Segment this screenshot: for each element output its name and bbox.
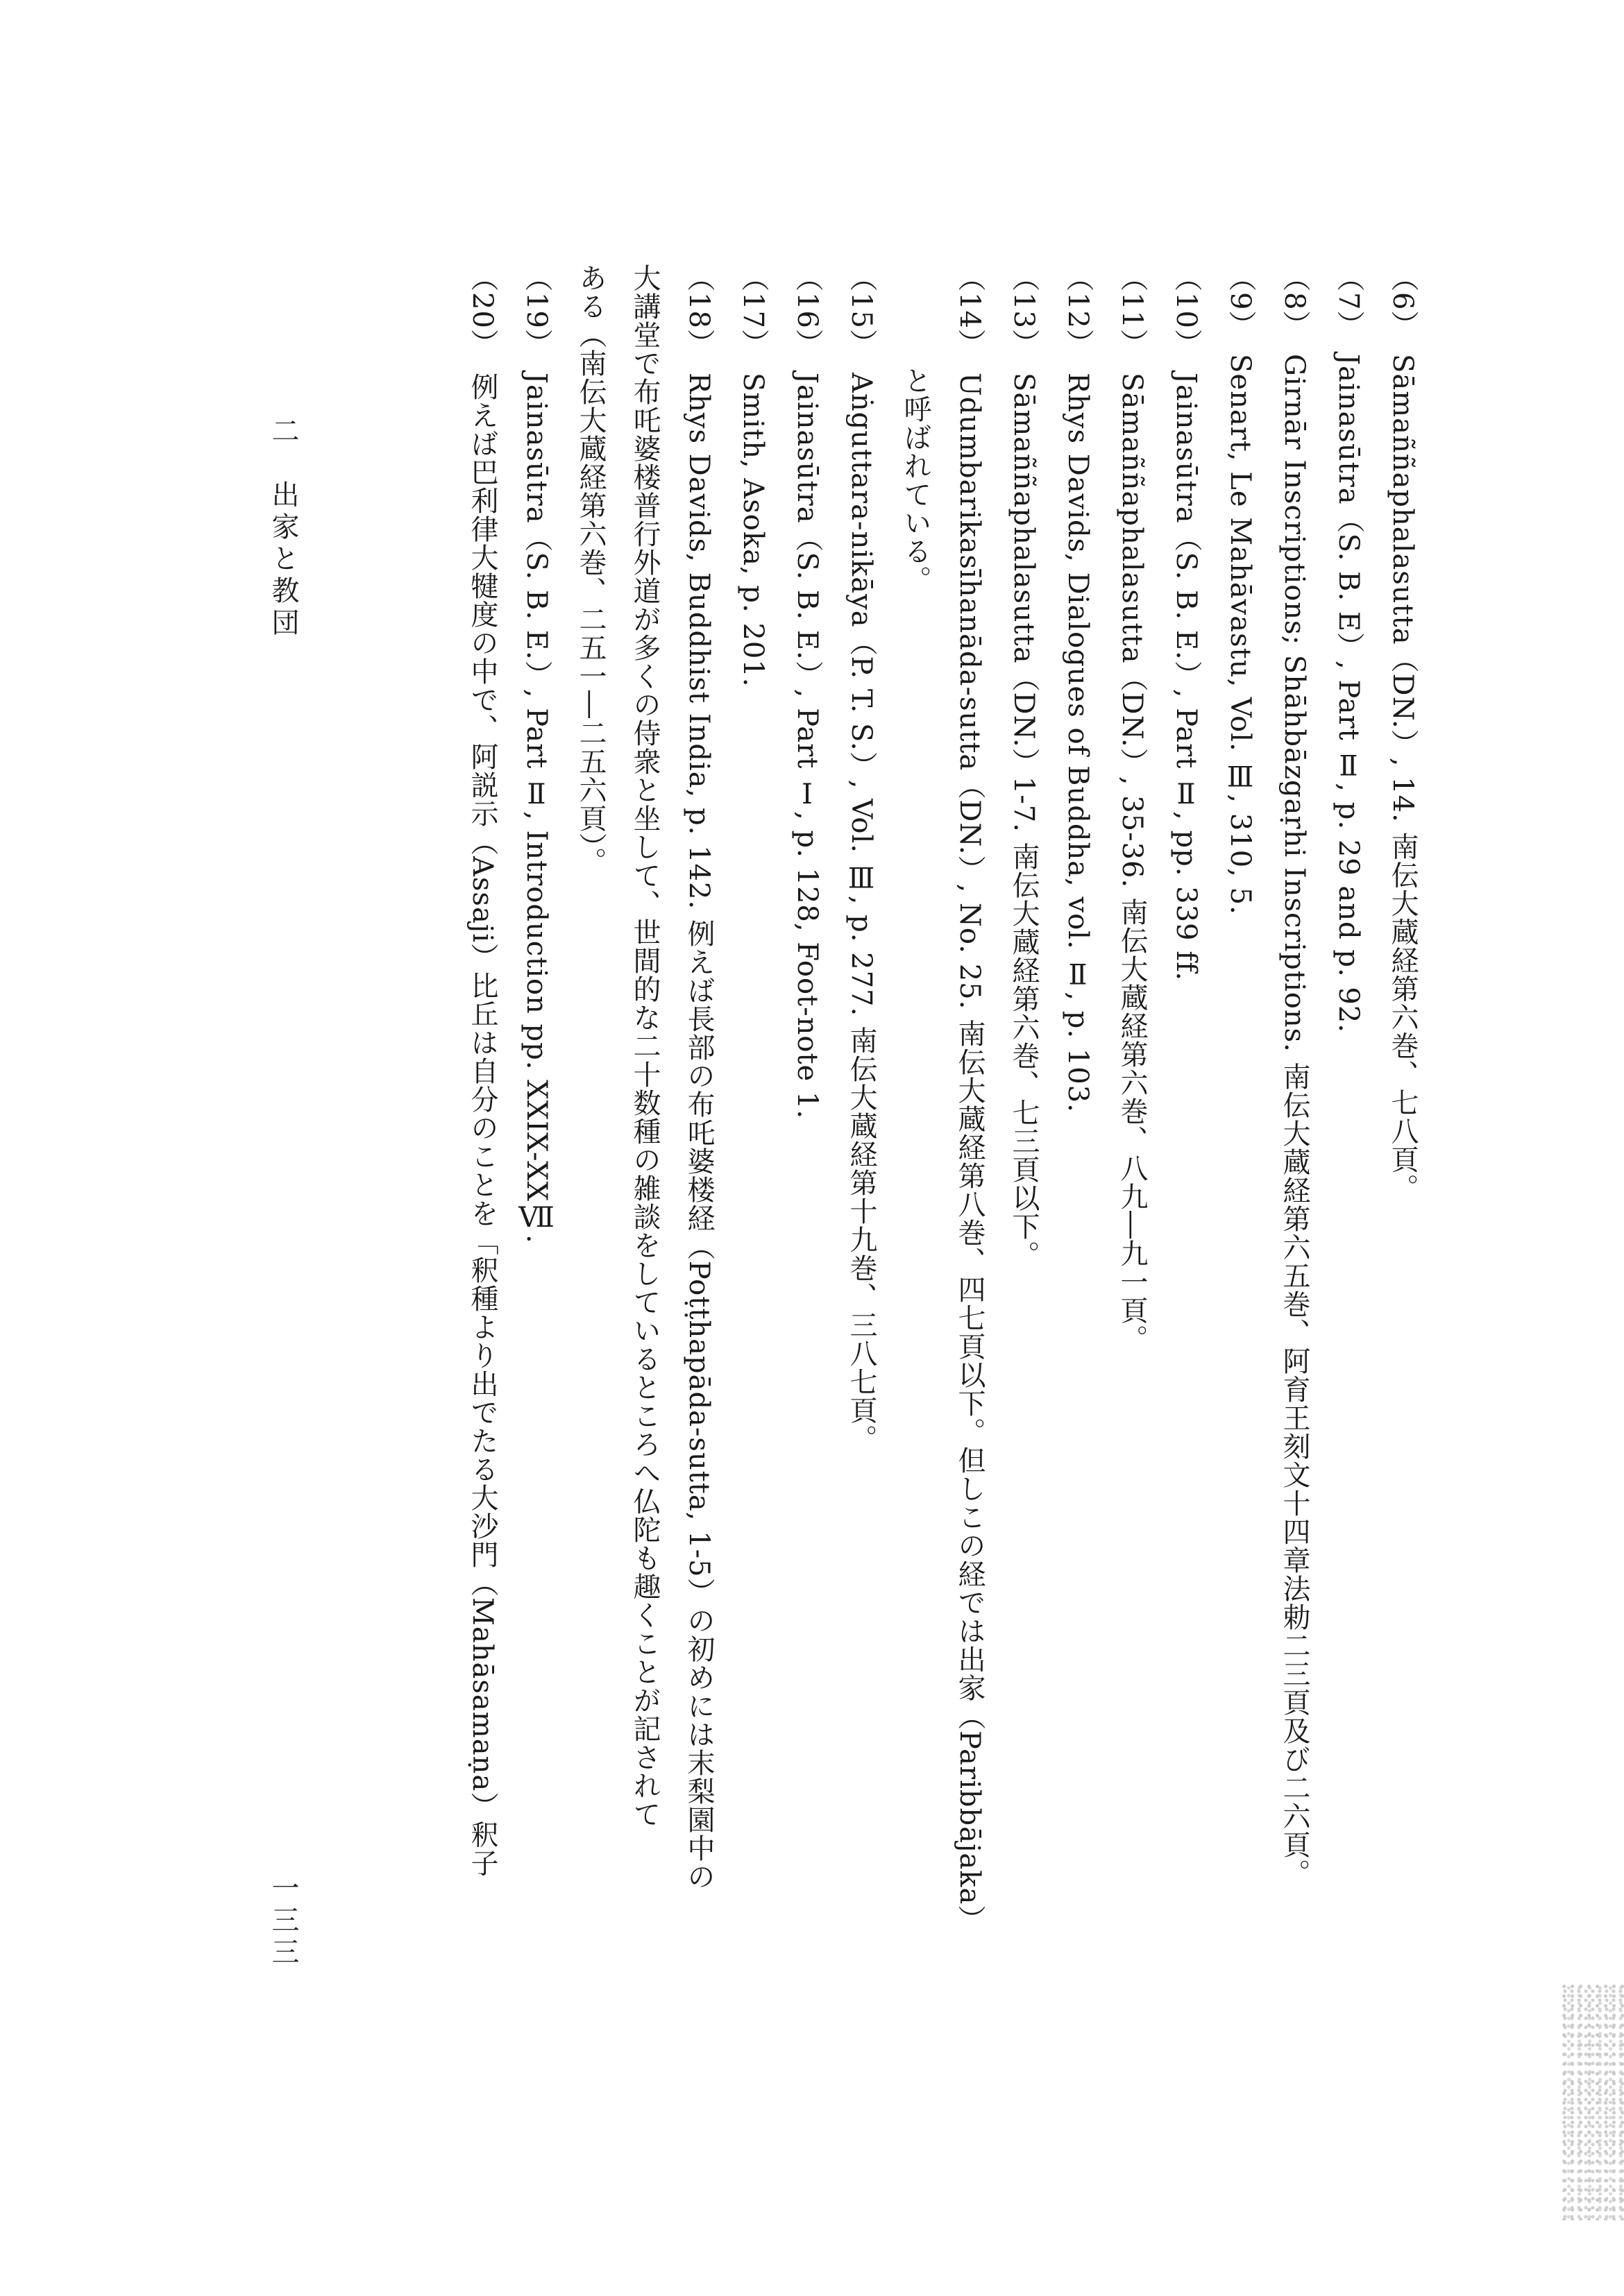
scan-speckle [1562,1984,1624,2220]
footnote-number: （7） [1333,264,1364,339]
footnote-20 [455,264,509,2109]
footnote-15 [834,264,888,2109]
footnote-18-continuation-2: ある（南伝大蔵経第六巻、二五一―二五六頁）。 [575,264,607,876]
footnote-6 [1376,264,1430,2109]
footnote-number: （15） [845,264,877,357]
footnote-9 [1213,264,1267,2109]
footnote-number: （16） [791,264,823,357]
footnote-19 [509,264,564,2109]
footnote-text: Smith, Asoka, p. 201. [737,372,769,688]
page-number: 一三三 [267,1873,299,1969]
footnote-17 [726,264,780,2109]
footnote-number: （6） [1387,264,1419,339]
footnote-text: Rhys Davids, Dialogues of Buddha, vol. Ⅱ, p. 103. [1062,372,1094,1113]
footnote-10 [1159,264,1213,2109]
footnote-text: Senart, Le Mahāvastu, Vol. Ⅲ, 310, 5. [1224,354,1256,916]
footnote-18-continuation: 大講堂で布吒婆楼普行外道が多くの侍衆と坐して、世間的な二十数種の雑談をしているところへ仏陀も趣くことが記されて [629,264,661,1828]
footnote-number: （13） [1008,264,1040,357]
footnote-text: Sāmaññaphalasutta（DN.）, 14. 南伝大蔵経第六巻、七八頁。 [1387,354,1419,1202]
running-footer-chapter: 二 出家と教団 [267,416,299,640]
footnote-8 [1267,264,1321,2109]
footnote-number: （12） [1062,264,1094,357]
footnote-number: （10） [1170,264,1202,357]
footnote-11 [1105,264,1159,2109]
footnote-text: Aṅguttara-nikāya（P. T. S.）, Vol. Ⅲ, p. 277. 南伝大蔵経第十九巻、三八七頁。 [845,372,877,1453]
footnote-14-continuation: と呼ばれている。 [899,366,931,594]
footnote-text: Rhys Davids, Buddhist India, p. 142. 例えば長部の布吒婆楼経（Poṭṭhapāda-sutta, 1-5）の初めには末梨園中の [683,372,715,1891]
footnote-13 [997,264,1051,2109]
footnote-12 [1051,264,1105,2109]
footnote-text: Sāmaññaphalasutta（DN.）, 35-36. 南伝大蔵経第六巻、八九―九一頁。 [1116,372,1148,1353]
footnote-18 [672,264,726,2109]
footnote-number: （17） [737,264,769,357]
footnote-number: （14） [954,264,986,357]
footnote-number: （20） [466,264,498,357]
footnote-text: Jainasūtra（S. B. E.）, Part Ⅱ, Introduction pp. XXIX-XXⅦ. [521,372,552,1244]
footnotes-block [250,264,1430,2109]
footnote-text: Sāmaññaphalasutta（DN.）1-7. 南伝大蔵経第六巻、七三頁以下。 [1008,372,1040,1269]
footnote-number: （18） [683,264,715,357]
footnote-16 [780,264,834,2109]
footnote-text: Udumbarikasīhanāda-sutta（DN.）, No. 25. 南伝大蔵経第八巻、四七頁以下。但しこの経では出家（Paribbājaka） [954,372,986,1934]
footnote-text: Jainasūtra（S. B. E.）, Part Ⅰ, p. 128, Foot-note 1. [791,372,823,1120]
footnote-number: （11） [1116,264,1148,357]
footnote-text: Jainasūtra（S. B. E.）, Part Ⅱ, pp. 339 ff. [1170,372,1202,982]
footnote-14 [942,264,997,2109]
footnote-7 [1321,264,1376,2109]
footnote-text: Girnār Inscriptions; Shāhbāzgaṛhi Inscriptions. 南伝大蔵経第六五巻、阿育王刻文十四章法勅二三頁及び二六頁。 [1278,354,1310,1888]
footnote-number: （8） [1278,264,1310,339]
footnote-text: Jainasūtra（S. B. E）, Part Ⅱ, p. 29 and p. 92. [1333,354,1364,1034]
footnote-number: （9） [1224,264,1256,339]
footnote-number: （19） [521,264,552,357]
footnote-text: 例えば巴利律大犍度の中で、阿説示（Assaji）比丘は自分のことを「釈種より出でたる大沙門（Mahāsamaṇa）釈子 [466,372,498,1878]
